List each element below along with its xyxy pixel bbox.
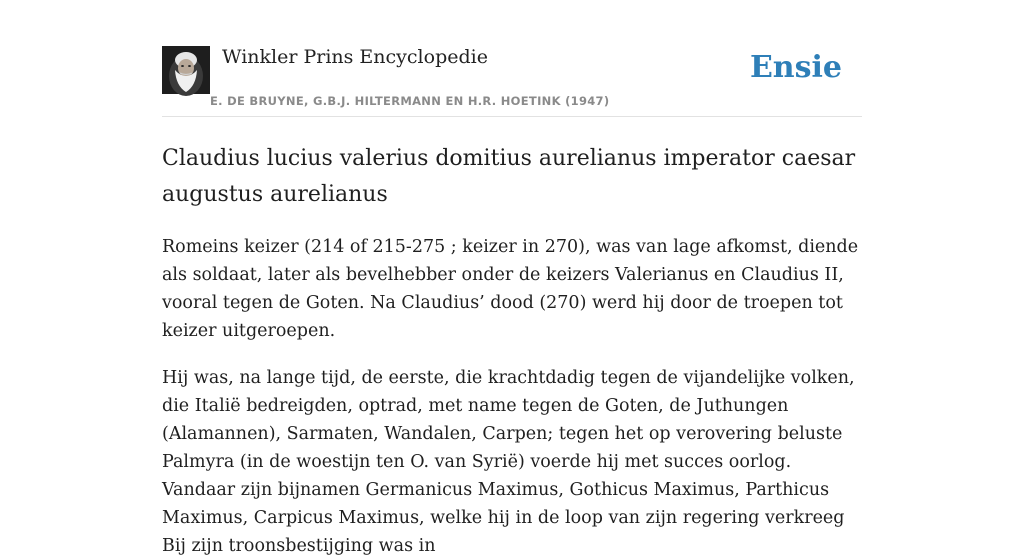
portrait-icon [162,46,210,94]
article-paragraph-1: Romeins keizer (214 of 215-275 ; keizer in 270), was van lage afkomst, diende als soldaat, later als bevelhebber onder de keizers Valerianus en Claudius II, vooral tegen de Goten. Na Claudius’ dood (270) werd hij door de troepen tot keizer uitgeroepen. [162,237,859,341]
source-title[interactable]: Winkler Prins Encyclopedie [222,46,488,68]
article-paragraph-2: Hij was, na lange tijd, de eerste, die krachtdadig tegen de vijandelijke volken, die Italië bedreigden, optrad, met name tegen de Goten, de Juthungen (Alamannen), Sarmaten, Wandalen, Carpen; tegen het op verovering beluste Palmyra (in de woestijn ten O. van Syrië) voerde hij met succes oorlog. Vandaar zijn bijnamen Germanicus Maximus, Gothicus Maximus, Parthicus Maximus, Carpicus Maximus, welke hij in de loop van zijn regering verkreeg Bij zijn troonsbestijging was in [162,368,855,556]
source-authors: E. DE BRUYNE, G.B.J. HILTERMANN EN H.R. HOETINK (1947) [210,94,610,108]
source-header [162,0,862,117]
article-title: Claudius lucius valerius domitius aurelianus imperator caesar augustus aurelianus [162,146,856,207]
page-container [162,0,862,560]
brand-logo-link[interactable]: Ensie [749,50,842,85]
